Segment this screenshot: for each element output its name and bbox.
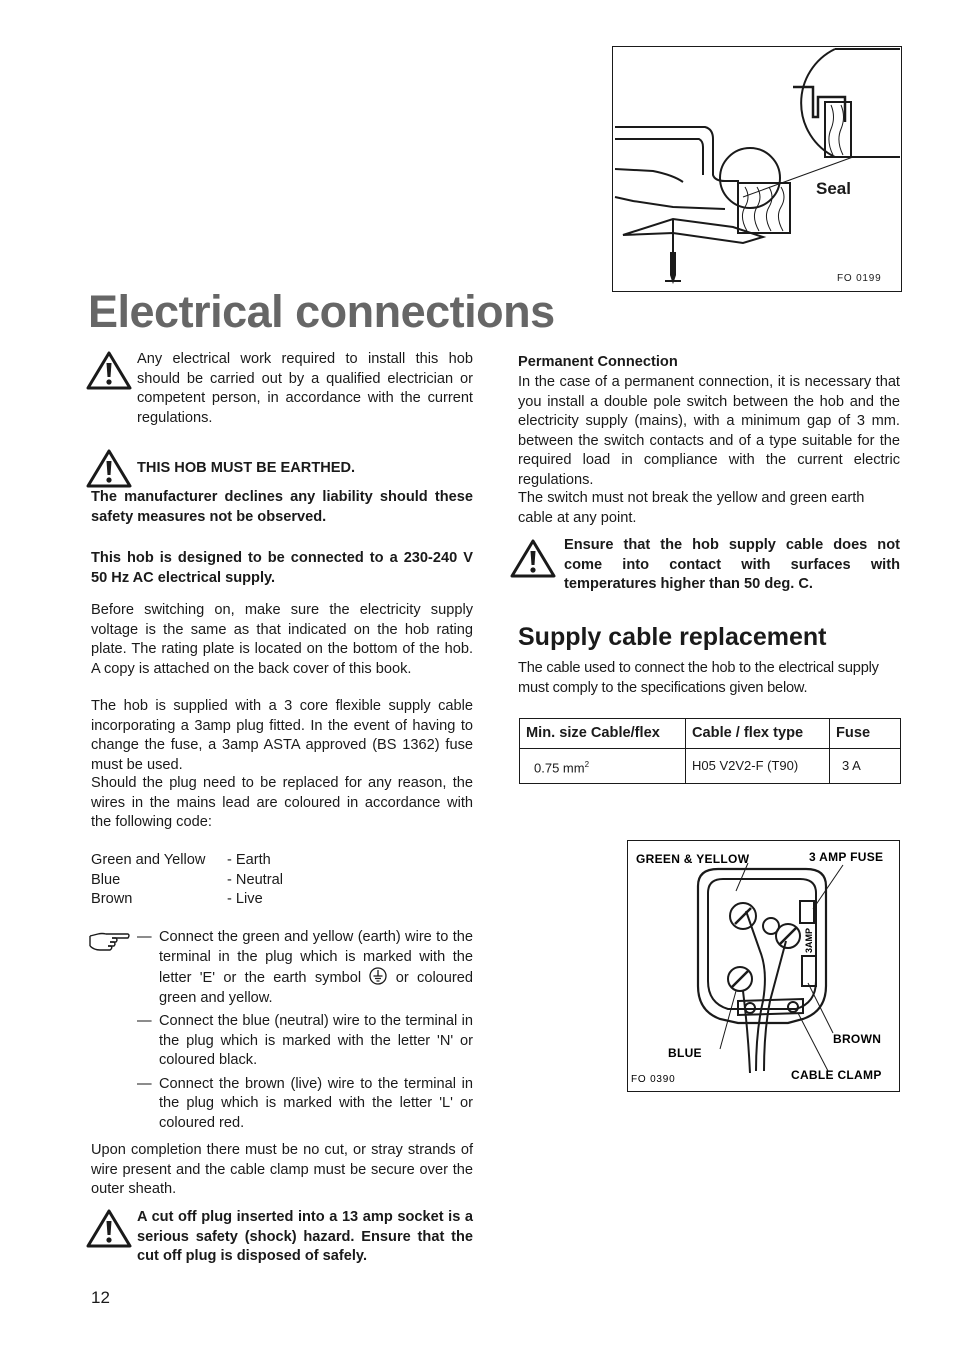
brown-label: BROWN [833, 1032, 882, 1046]
completion-text: Upon completion there must be no cut, or stray strands of wire present and the cable clamp must be secure over the outer sheath. [91, 1142, 473, 1197]
cutoff-plug-warning: A cut off plug inserted into a 13 amp socket is a serious safety (shock) hazard. Ensure that the cut off plug is disposed of safely. [137, 1209, 473, 1264]
pointing-hand-icon [88, 930, 130, 952]
cable-temperature-warning: Ensure that the hob supply cable does not come into contact with surfaces with temperatures higher than 50 deg. C. [564, 537, 900, 592]
permanent-connection-heading: Permanent Connection [518, 354, 678, 370]
plug-wiring-figure [627, 840, 900, 1092]
figure-code: FO 0390 [631, 1074, 676, 1085]
warning-icon [86, 448, 132, 488]
warning-icon [86, 350, 132, 390]
qualified-electrician-warning: Any electrical work required to install this hob should be carried out by a qualified electrician or competent person, in accordance with the current regulations. [137, 351, 473, 426]
column-header: Cable / flex type [686, 719, 830, 749]
list-item: — Connect the blue (neutral) wire to the terminal in the plug which is marked with the letter 'N' or coloured black. [137, 1013, 473, 1068]
amp-marking: 3AMP [804, 927, 814, 953]
color-code-row: Green and Yellow - Earth [91, 852, 271, 868]
wire-color-code [91, 851, 473, 910]
warning-icon [86, 1208, 132, 1248]
supply-note: This hob is designed to be connected to a 230-240 V 50 Hz AC electrical supply. [91, 550, 473, 586]
list-item: — Connect the brown (live) wire to the terminal in the plug which is marked with the letter 'L' or coloured red. [137, 1075, 473, 1131]
switch-earth-text: The switch must not break the yellow and green earth cable at any point. [518, 490, 865, 526]
fuse-cell: 3 A [830, 749, 901, 784]
connection-instructions [137, 928, 473, 1137]
green-yellow-label: GREEN & YELLOW [636, 852, 750, 866]
list-item: — Connect the green and yellow (earth) wire to the terminal in the plug which is marked with the letter 'E' or the earth symbol or coloured green and yellow. [137, 929, 474, 1006]
supply-cable-text: The cable used to connect the hob to the electrical supply must comply to the specifications given below. [518, 660, 879, 696]
plug-replace-text: Should the plug need to be replaced for any reason, the wires in the mains lead are coloured in accordance with the following code: [91, 775, 473, 830]
seal-label: Seal [816, 179, 851, 198]
seal-illustration [613, 47, 900, 290]
seal-figure [612, 46, 902, 292]
fuse-label: 3 AMP FUSE [809, 850, 884, 864]
before-switching-text: Before switching on, make sure the electricity supply voltage is the same as that indicated on the hob rating plate. The rating plate is located on the bottom of the hob. A copy is attached on the back cover of this book. [91, 602, 473, 677]
liability-note: The manufacturer declines any liability should these safety measures not be observed. [91, 489, 473, 525]
supplied-cable-text: The hob is supplied with a 3 core flexible supply cable incorporating a 3amp plug fitted. In the event of having to change the fuse, a 3amp ASTA approved (BS 1362) fuse must be used. [91, 698, 473, 773]
page-title: Electrical connections [88, 286, 555, 337]
cable-spec-table [519, 718, 901, 784]
table-row [520, 749, 901, 784]
warning-icon [510, 538, 556, 578]
earthed-heading: THIS HOB MUST BE EARTHED. [137, 460, 356, 476]
column-header: Fuse [830, 719, 901, 749]
cable-clamp-label: CABLE CLAMP [791, 1068, 882, 1082]
earth-symbol-icon [369, 967, 387, 985]
color-code-row: Blue - Neutral [91, 871, 283, 888]
cable-type-cell: H05 V2V2-F (T90) [686, 749, 830, 784]
figure-code: FO 0199 [837, 273, 882, 284]
plug-illustration [628, 841, 898, 1090]
cable-size-cell: 0.75 $mm^2$ [520, 749, 686, 784]
supply-cable-heading: Supply cable replacement [518, 623, 827, 651]
page-number: 12 [91, 1288, 110, 1307]
blue-label: BLUE [668, 1046, 702, 1060]
color-code-row: Brown - Live [91, 891, 263, 907]
permanent-connection-text: In the case of a permanent connection, it is necessary that you install a double pole switch between the hob and the electricity supply (mains), with a minimum gap of 3 mm. between the switch contacts and of a type suitable for the required load in compliance with the current electric regulations. [518, 374, 900, 488]
column-header: Min. size Cable/flex [520, 719, 686, 749]
table-header-row [520, 719, 901, 749]
